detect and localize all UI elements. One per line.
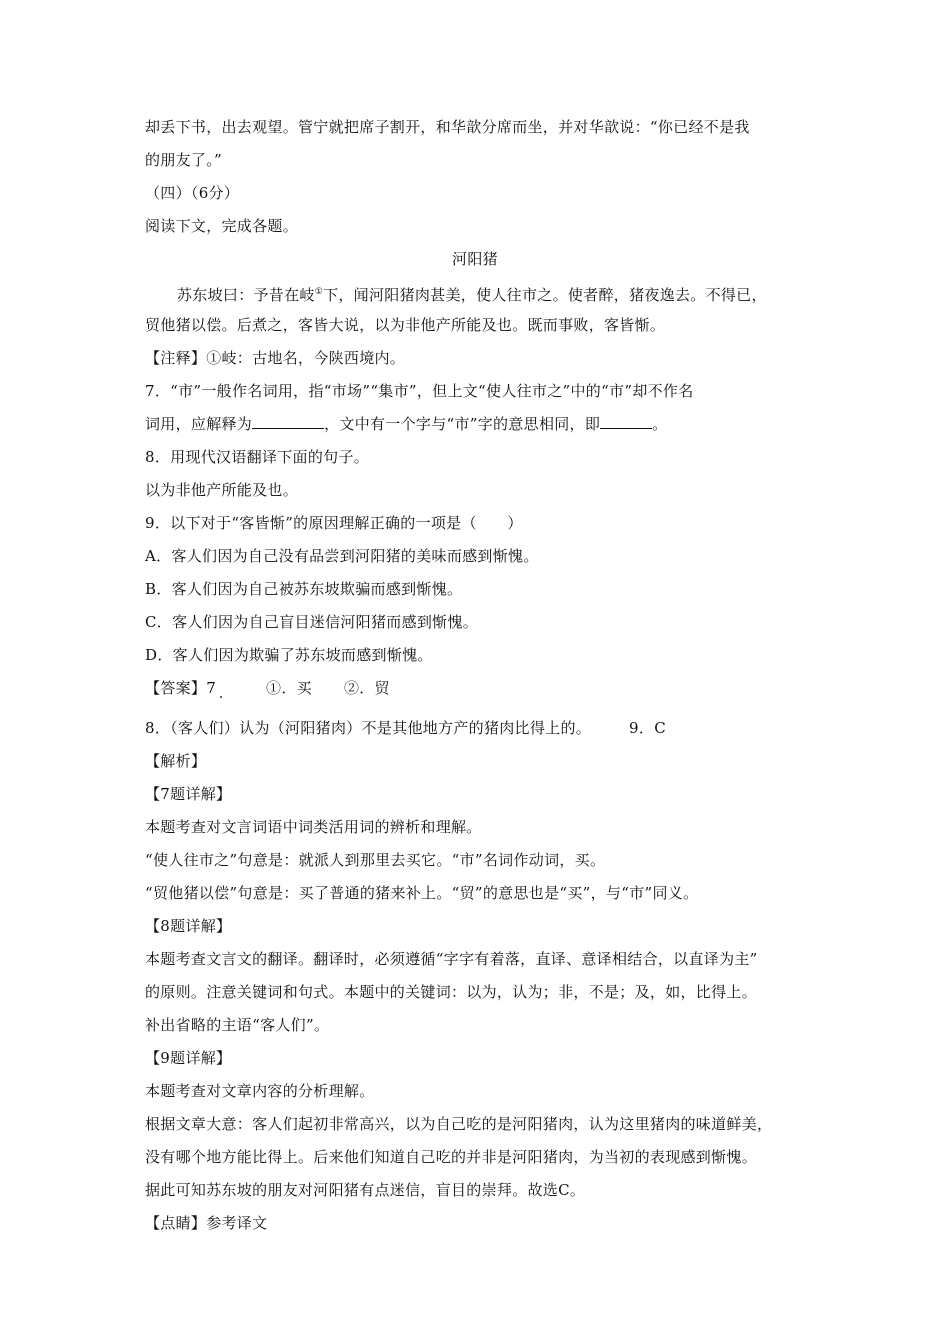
passage-line-1-b: 下，闻河阳猪肉甚美，使人往市之。使者醉，猪夜逸去。不得已，	[323, 286, 767, 304]
question-8-line-1: 8．用现代汉语翻译下面的句子。	[145, 448, 370, 466]
section-label: （四）（6分）	[145, 184, 240, 202]
answer-line-2	[145, 718, 815, 738]
answer-part-2: ②．贸	[343, 679, 390, 697]
question-7-line-2-c: 。	[652, 415, 668, 433]
q8-detail-heading: 【8题详解】	[145, 917, 232, 935]
answer-blank-2	[600, 414, 652, 429]
q7-detail-line-3: “贸他猪以偿”句意是：买了普通的猪来补上。“贸”的意思也是“买”，与“市”同义。	[145, 884, 699, 902]
passage-annotation: 【注释】①岐：古地名，今陕西境内。	[145, 349, 406, 367]
q9-detail-line-3: 没有哪个地方能比得上。后来他们知道自己吃的并非是河阳猪肉，为当初的表现感到惭愧。	[145, 1148, 758, 1166]
q9-detail-heading: 【9题详解】	[145, 1049, 232, 1067]
section-instruction: 阅读下文，完成各题。	[145, 217, 299, 235]
option-c: C．客人们因为自己盲目迷信河阳猪而感到惭愧。	[145, 613, 479, 631]
q8-detail-line-3: 补出省略的主语“客人们”。	[145, 1016, 330, 1034]
q8-detail-line-1: 本题考查文言文的翻译。翻译时，必须遵循“字字有着落，直译、意译相结合，以直译为主”	[145, 950, 758, 968]
q9-detail-line-2: 根据文章大意：客人们起初非常高兴，以为自己吃的是河阳猪肉，认为这里猪肉的味道鲜美，	[145, 1115, 773, 1133]
stray-dot	[220, 696, 222, 698]
option-d: D．客人们因为欺骗了苏东坡而感到惭愧。	[145, 646, 433, 664]
answer-part-1: ①．买	[266, 679, 312, 697]
q9-detail-line-4: 据此可知苏东坡的朋友对河阳猪有点迷信，盲目的崇拜。故选C。	[145, 1181, 586, 1199]
footnote-marker: ①	[314, 287, 324, 297]
answer-label: 【答案】7	[145, 679, 217, 697]
question-9-stem: 9．以下对于“客皆惭”的原因理解正确的一项是（ ）	[145, 514, 523, 532]
option-a: A．客人们因为自己没有品尝到河阳猪的美味而感到惭愧。	[145, 547, 539, 565]
tip-heading: 【点睛】参考译文	[145, 1214, 268, 1232]
question-7-line-2-b: ，文中有一个字与“市”字的意思相同，即	[324, 415, 601, 433]
answer-line-2-b: 9．C	[629, 719, 666, 737]
passage-line-1	[177, 282, 847, 305]
passage-line-2: 贸他猪以偿。后煮之，客皆大说，以为非他产所能及也。既而事败，客皆惭。	[145, 316, 666, 334]
intro-line-2: 的朋友了。”	[145, 151, 222, 169]
answer-blank-1	[252, 414, 324, 429]
passage-line-1-a: 苏东坡曰：予昔在岐	[177, 286, 315, 304]
q7-detail-heading: 【7题详解】	[145, 785, 232, 803]
answer-line-2-a: 8．（客人们）认为（河阳猪肉）不是其他地方产的猪肉比得上的。	[145, 719, 592, 737]
option-b: B．客人们因为自己被苏东坡欺骗而感到惭愧。	[145, 580, 463, 598]
q9-detail-line-1: 本题考查对文章内容的分析理解。	[145, 1082, 375, 1100]
q8-detail-line-2: 的原则。注意关键词和句式。本题中的关键词：以为，认为；非，不是；及，如，比得上。	[145, 983, 758, 1001]
question-7-line-2	[145, 414, 815, 434]
q7-detail-line-2: “使人往市之”句意是：就派人到那里去买它。“市”名词作动词，买。	[145, 851, 606, 869]
question-7-line-2-a: 词用，应解释为	[145, 415, 253, 433]
question-8-line-2: 以为非他产所能及也。	[145, 481, 299, 499]
intro-line-1: 却丢下书，出去观望。管宁就把席子割开，和华歆分席而坐，并对华歆说：“你已经不是我	[145, 118, 750, 136]
answer-line-1	[145, 678, 815, 698]
question-7-line-1: 7．“市”一般作名词用，指“市场”“集市”，但上文“使人往市之”中的“市”却不作名	[145, 382, 694, 400]
passage-title: 河阳猪	[452, 250, 498, 268]
q7-detail-line-1: 本题考查对文言词语中词类活用词的辨析和理解。	[145, 818, 482, 836]
analysis-heading: 【解析】	[145, 752, 207, 770]
